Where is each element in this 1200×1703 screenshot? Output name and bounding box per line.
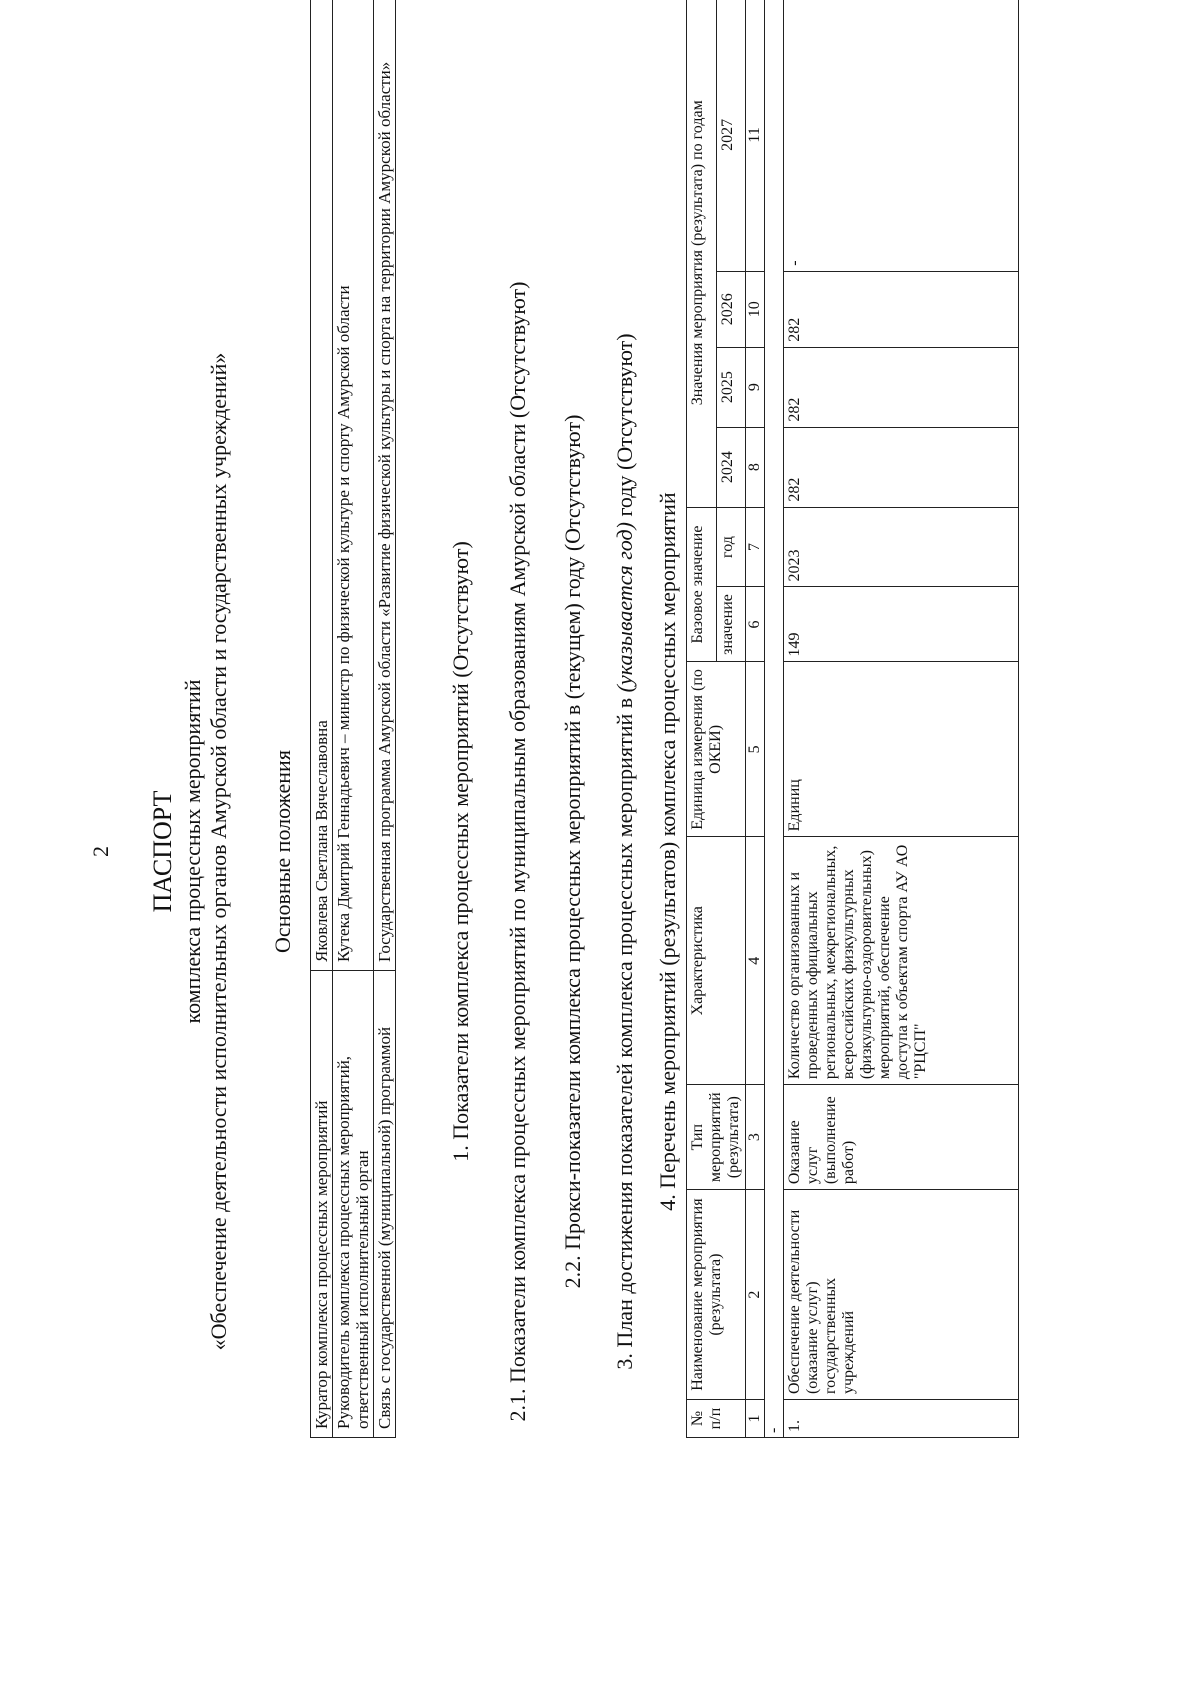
column-number: 11 — [746, 0, 765, 271]
col-header-year: 2024 — [716, 427, 746, 507]
col-header-year: 2026 — [716, 271, 746, 347]
column-number: 9 — [746, 347, 765, 427]
section-3-italic: (указывается год) — [612, 522, 637, 693]
section-3-suffix: году (Отсутствуют) — [612, 333, 637, 523]
table-cell-value: Яковлева Светлана Вячеславовна — [311, 0, 333, 971]
col-header-base-value: значение — [716, 587, 746, 662]
section-3-heading — [612, 0, 638, 1703]
column-number: 8 — [746, 427, 765, 507]
basic-provisions-table — [310, 0, 396, 1438]
table-cell-key: Руководитель комплекса процессных мероприятий, ответственный исполнительный орган — [333, 971, 374, 1438]
cell-characteristic: Количество организованных и проведенных официальных региональных, межрегиональных, всероссийских физкультурных (физкультурно-оздоровительных) мероприятий, обеспечение доступа к объектам спорта АУ АО "РЦСП" — [784, 837, 1019, 1085]
column-number: 2 — [746, 1190, 765, 1400]
document-title: ПАСПОРТ — [148, 790, 177, 913]
cell-name: Обеспечение деятельности (оказание услуг) государственных учреждений — [784, 1190, 1019, 1400]
column-number: 7 — [746, 507, 765, 587]
column-number-row — [746, 0, 765, 1438]
column-number: 6 — [746, 587, 765, 662]
cell-type: Оказание услуг (выполнение работ) — [784, 1085, 1019, 1190]
col-header-type: Тип мероприятий (результата) — [687, 1085, 746, 1190]
col-header-base-year: год — [716, 507, 746, 587]
column-number: 3 — [746, 1085, 765, 1190]
column-number: 4 — [746, 837, 765, 1085]
col-header-base: Базовое значение — [687, 507, 717, 662]
table-cell-value: Государственная программа Амурской области «Развитие физической культуры и спорта на территории Амурской области» — [374, 0, 396, 971]
col-header-name: Наименование мероприятия (результата) — [687, 1190, 746, 1400]
table-row — [333, 0, 374, 1438]
column-number: 10 — [746, 271, 765, 347]
cell-base-year: 2023 — [784, 507, 1019, 587]
page-number: 2 — [88, 846, 113, 857]
cell-value-2024: 282 — [784, 427, 1019, 507]
table-row — [374, 0, 396, 1438]
col-header-num: № п/п — [687, 1400, 746, 1438]
col-header-values: Значения мероприятия (результата) по годам — [687, 0, 717, 507]
document-subtitle: комплекса процессных мероприятий — [180, 679, 205, 1024]
cell-value-2026: 282 — [784, 271, 1019, 347]
document-subject: «Обеспечение деятельности исполнительных органов Амурской области и государственных учреждений» — [206, 352, 231, 1351]
table-header-row — [687, 0, 717, 1438]
table-row — [784, 0, 1019, 1438]
section-2-2-heading: 2.2. Прокси-показатели комплекса процессных мероприятий в (текущем) году (Отсутствуют) — [560, 414, 585, 1289]
section-3-prefix: 3. План достижения показателей комплекса процессных мероприятий в — [612, 692, 637, 1370]
col-header-characteristic: Характеристика — [687, 837, 746, 1085]
cell-value-2027: - — [784, 0, 1019, 271]
table-cell-value: Кутека Дмитрий Геннадьевич – министр по физической культуре и спорту Амурской области — [333, 0, 374, 971]
cell-value-2025: 282 — [784, 347, 1019, 427]
section-dash: - — [765, 0, 784, 1438]
table-cell-key: Связь с государственной (муниципальной) программой — [374, 971, 396, 1438]
section-2-1-heading: 2.1. Показатели комплекса процессных мероприятий по муниципальным образованиям Амурской области (Отсутствуют) — [505, 281, 530, 1422]
column-number: 5 — [746, 662, 765, 837]
table-row — [311, 0, 333, 1438]
cell-unit: Единиц — [784, 662, 1019, 837]
cell-base-value: 149 — [784, 587, 1019, 662]
column-number: 1 — [746, 1400, 765, 1438]
col-header-unit: Единица измерения (по ОКЕИ) — [687, 662, 746, 837]
col-header-year: 2025 — [716, 347, 746, 427]
table-section-row — [765, 0, 784, 1438]
cell-num: 1. — [784, 1400, 1019, 1438]
table-cell-key: Куратор комплекса процессных мероприятий — [311, 971, 333, 1438]
basic-heading: Основные положения — [270, 750, 295, 953]
section-4-heading: 4. Перечень мероприятий (результатов) комплекса процессных мероприятий — [655, 492, 680, 1211]
section-1-heading: 1. Показатели комплекса процессных мероприятий (Отсутствуют) — [448, 541, 473, 1162]
col-header-year: 2027 — [716, 0, 746, 271]
events-table — [686, 0, 1019, 1438]
